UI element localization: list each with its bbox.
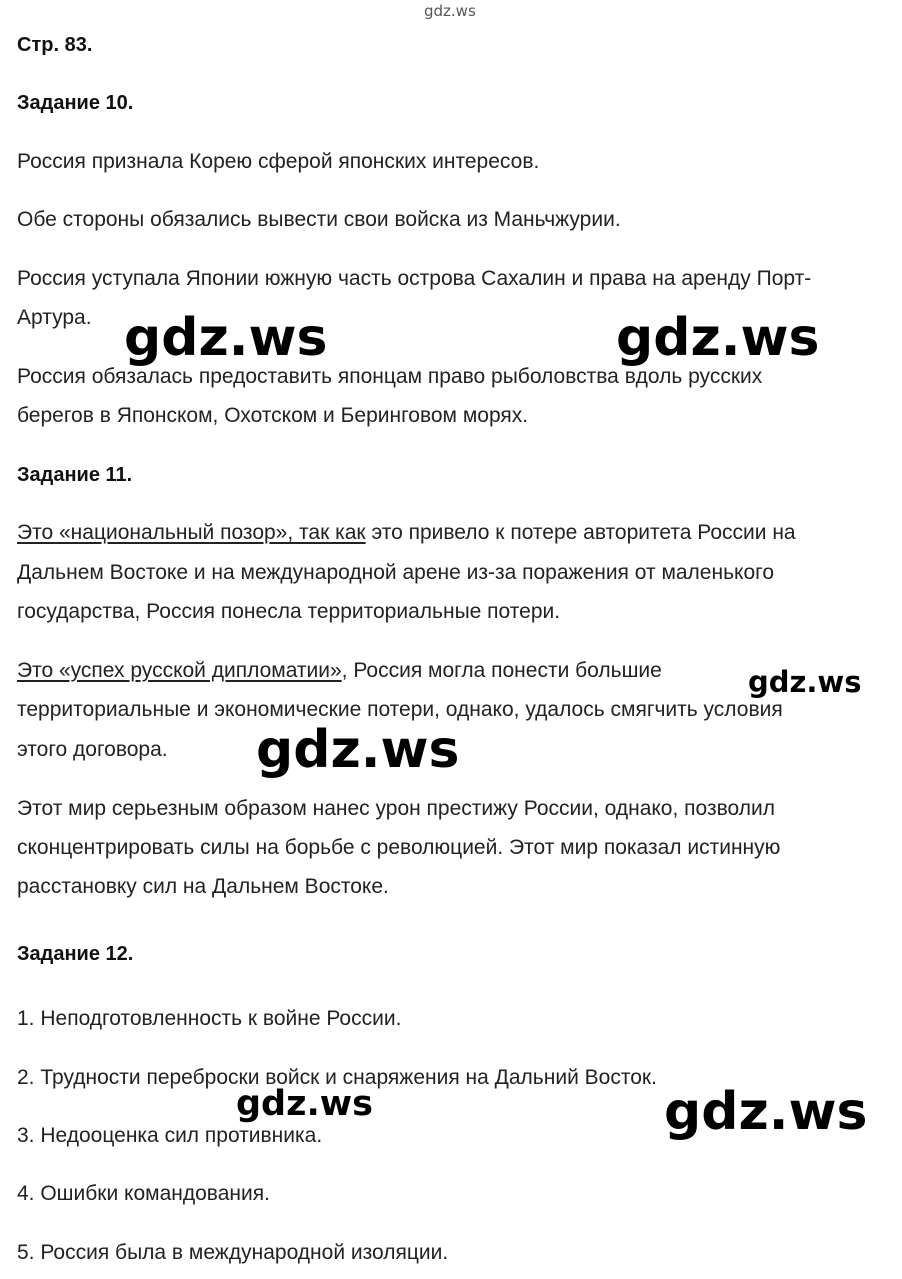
watermark-top: gdz.ws — [424, 2, 476, 20]
task-10-paragraph-4-line-1: Россия обязалась предоставить японцам право рыболовства вдоль русских — [17, 365, 763, 388]
task-11-paragraph-2-line-1 — [17, 659, 662, 683]
watermark-2: gdz.ws — [616, 308, 820, 368]
task-11-paragraph-1-line-2: Дальнем Востоке и на международной арене из-за поражения от маленького — [17, 561, 775, 584]
task-12-item-3: 3. Недооценка сил противника. — [17, 1124, 323, 1147]
task-11-paragraph-3-line-2: сконцентрировать силы на борьбе с революцией. Этот мир показал истинную — [17, 836, 781, 859]
task-11-paragraph-2-line-1-rest: , Россия могла понести большие — [341, 659, 662, 682]
task-10-paragraph-3-line-2: Артура. — [17, 306, 92, 329]
task-10-paragraph-2: Обе стороны обязались вывести свои войска из Маньчжурии. — [17, 208, 621, 231]
task-11-paragraph-1-line-1 — [17, 521, 796, 545]
watermark-5: gdz.ws — [236, 1084, 373, 1124]
task-12-heading: Задание 12. — [17, 943, 134, 965]
watermark-1: gdz.ws — [124, 308, 328, 368]
page-label: Стр. 83. — [17, 34, 93, 56]
task-10-paragraph-3-line-1: Россия уступала Японии южную часть острова Сахалин и права на аренду Порт- — [17, 267, 812, 290]
task-11-paragraph-1-line-3: государства, Россия понесла территориальные потери. — [17, 600, 561, 623]
task-11-paragraph-3-line-1: Этот мир серьезным образом нанес урон престижу России, однако, позволил — [17, 797, 775, 820]
task-10-paragraph-4-line-2: берегов в Японском, Охотском и Беринговом морях. — [17, 404, 529, 427]
task-11-heading: Задание 11. — [17, 464, 133, 486]
task-12-item-2: 2. Трудности переброски войск и снаряжения на Дальний Восток. — [17, 1066, 657, 1089]
task-11-paragraph-1-line-1-rest: это привело к потере авторитета России на — [365, 521, 796, 544]
task-11-paragraph-2-line-3: этого договора. — [17, 738, 168, 761]
task-12-item-4: 4. Ошибки командования. — [17, 1182, 270, 1205]
watermark-4: gdz.ws — [256, 720, 460, 780]
task-12-item-5: 5. Россия была в международной изоляции. — [17, 1241, 449, 1264]
task-10-paragraph-1: Россия признала Корею сферой японских интересов. — [17, 150, 540, 173]
task-10-heading: Задание 10. — [17, 92, 134, 114]
watermark-6: gdz.ws — [664, 1082, 868, 1142]
task-11-paragraph-3-line-3: расстановку сил на Дальнем Востоке. — [17, 875, 389, 898]
watermark-3: gdz.ws — [748, 665, 862, 699]
task-12-item-1: 1. Неподготовленность к войне России. — [17, 1007, 402, 1030]
national-shame-phrase: Это «национальный позор», так как — [17, 521, 366, 544]
diplomacy-success-phrase: Это «успех русской дипломатии» — [17, 659, 342, 682]
task-11-paragraph-2-line-2: территориальные и экономические потери, однако, удалось смягчить условия — [17, 698, 783, 721]
